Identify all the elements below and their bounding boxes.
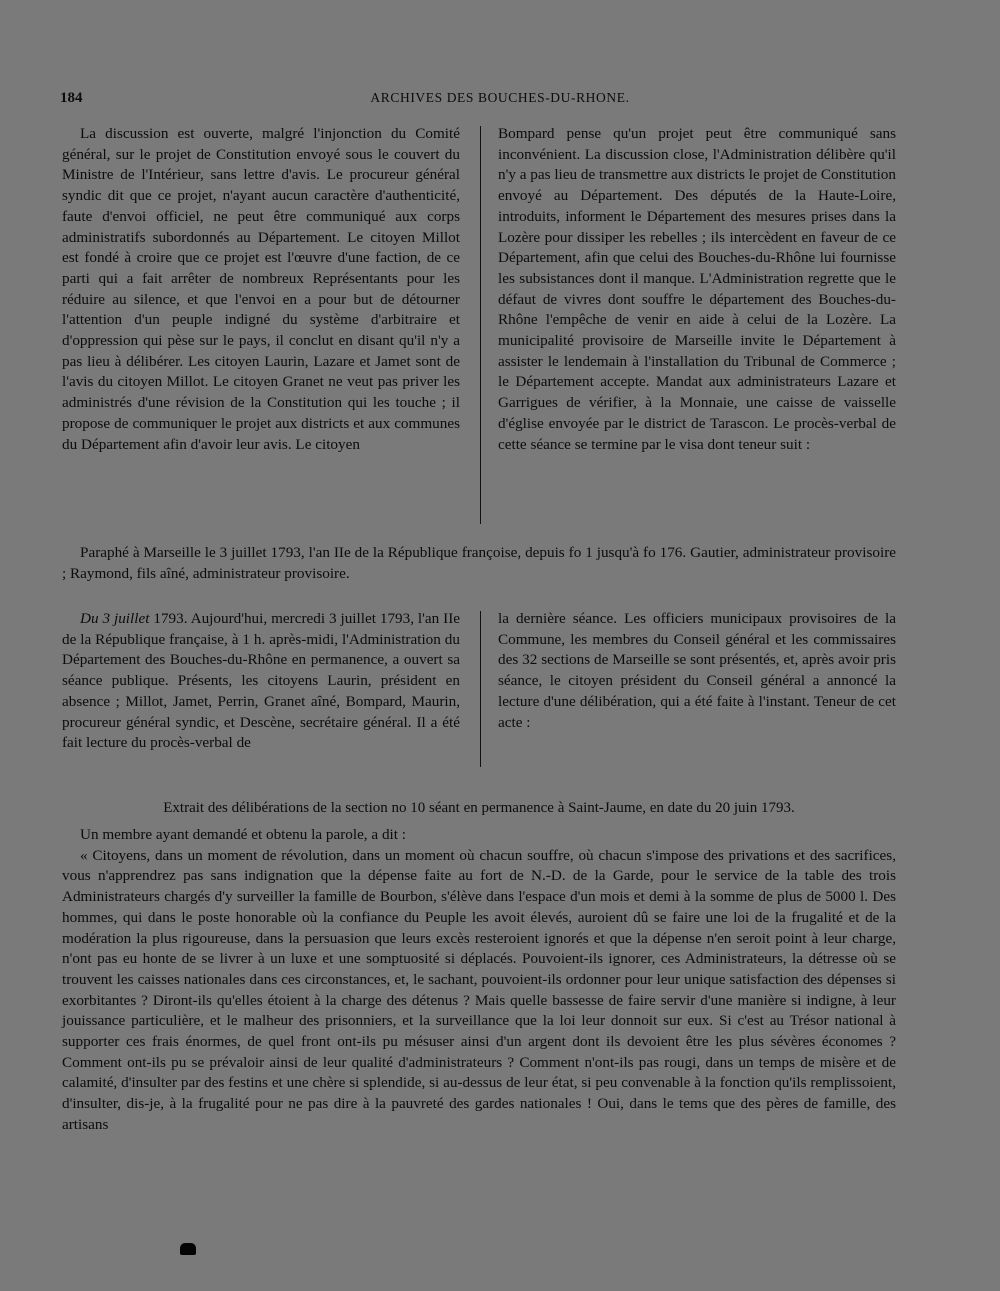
section2-left-column — [62, 609, 460, 754]
section2-right-column — [498, 609, 896, 733]
speech-text: « Citoyens, dans un moment de révolution, dans un moment où chacun souffre, où chacun s'impose des privations et des sacrifices, vous n'apprendrez pas sans indignation que la dépense faite au fort de N.-D. de la Garde, pour le service de la table des trois Administrateurs chargés d'y surveiller la famille de Bourbon, s'élève dans l'espace d'un mois et demi à la somme de plus de 5000 l. Des hommes, qui dans le poste honorable où la confiance du Peuple les avoit élevés, auroient dû se faire une loi de la frugalité et de la modération la plus rigoureuse, dans la persuasion que leurs excès resteroient ignorés et que la dépense n'en seroit point à leur charge, n'ont pas eu honte de se livrer à un luxe et une somptuosité si déplacés. Pouvoient-ils ignorer, ces Administrateurs, la détresse où se trouvent les caisses nationales dans ces circonstances, et, le sachant, pouvoient-ils ordonner pour leur unique satisfaction des dépenses si exorbitantes ? Diront-ils qu'elles étoient à la charge des détenus ? Mais quelle bassesse de faire servir d'une manière si indigne, à leur jouissance particulière, et le malheur des prisonniers, et la surveillance que la loi leur donnoit sur eux. Si c'est au Trésor national à supporter ces frais énormes, de quel front ont-ils pu mésuser ainsi d'un argent dont ils devoient être les plus sévères économes ? Comment ont-ils pu se prévaloir ainsi de leur qualité d'administrateurs ? Comment n'ont-ils pas rougi, dans un temps de misère et de calamité, d'insulter par des festins et une chère si splendide, si au-dessus de leur état, si peu convenable à la fonction qu'ils remplissoient, d'insulter, dis-je, à la frugalité pour ne pas dire à la pauvreté des gardes nationales ! Oui, dans le tems que des pères de famille, des artisans — [62, 846, 896, 1133]
section1-left-text: La discussion est ouverte, malgré l'injonction du Comité général, sur le projet de Constitution envoyé sous le couvert du Ministre de l'Intérieur, sans lettre d'avis. Le procureur général syndic dit que ce projet, n'ayant aucun caractère d'authenticité, faute d'envoi officiel, ne peut être communiqué aux corps administratifs subordonnés au Département. Le citoyen Millot est fondé à croire que ce projet est l'œuvre d'une faction, de ce parti qui a fait arrêter de nombreux Représentants pour les réduire au silence, et que l'envoi en a pour but de détourner l'attention d'un peuple indigné du système d'arbitraire et d'oppression qui pèse sur le pays, il conclut en disant qu'il n'y a pas lieu à délibérer. Les citoyen Laurin, Lazare et Jamet sont de l'avis du citoyen Millot. Le citoyen Granet ne veut pas priver les administrés d'une révision de la Constitution qui les touche ; il propose de communiquer le projet aux districts et aux communes du Département afin d'avoir leur avis. Le citoyen — [62, 125, 460, 453]
section1-right-column — [498, 124, 896, 455]
section1-right-text: Bompard pense qu'un projet peut être communiqué sans inconvénient. La discussion close, l'Administration délibère qu'il n'y a pas lieu de transmettre aux districts le projet de Constitution envoyé au Département. Des députés de la Haute-Loire, introduits, informent le Département des mesures prises dans la Lozère pour dissiper les rebelles ; ils intercèdent en faveur de ce Département, afin que celui des Bouches-du-Rhône lui fournisse les subsistances dont il manque. L'Administration regrette que le défaut de vivres dont souffre le département des Bouches-du-Rhône l'empêche de venir en aide à celui de la Lozère. La municipalité provisoire de Marseille invite le Département à assister le lendemain à l'installation du Tribunal de Commerce ; le Département accepte. Mandat aux administrateurs Lazare et Garrigues de vérifier, à la Monnaie, une caisse de vaisselle d'église envoyée par le district de Tarascon. Le procès-verbal de cette séance se termine par le visa dont teneur suit : — [498, 125, 896, 453]
speech-block — [62, 825, 896, 1136]
page-header — [60, 90, 940, 112]
ink-blot — [180, 1243, 196, 1255]
visa-paragraph: Paraphé à Marseille le 3 juillet 1793, l'an IIe de la République françoise, depuis fo 1 jusqu'à fo 176. Gautier, administrateur provisoire ; Raymond, fils aîné, administrateur provisoire. — [62, 544, 896, 582]
column-divider — [480, 126, 481, 524]
extract-title: Extrait des délibérations de la section no 10 séant en permanence à Saint-Jaume, en date du 20 juin 1793. — [163, 800, 795, 816]
section2-left-paragraph — [62, 609, 460, 754]
member-intro: Un membre ayant demandé et obtenu la parole, a dit : — [80, 826, 406, 843]
section2-right-text: la dernière séance. Les officiers municipaux provisoires de la Commune, les membres du Conseil général et les commissaires des 32 sections de Marseille se sont présentés, et, après avoir pris séance, le citoyen président du Conseil général a annoncé la lecture d'une délibération, qui a été faite à l'instant. Teneur de cet acte : — [498, 610, 896, 731]
page-number: 184 — [60, 90, 83, 106]
date-heading: Du 3 juillet — [80, 610, 150, 627]
running-title: ARCHIVES DES BOUCHES-DU-RHONE. — [370, 90, 630, 105]
column-divider-2 — [480, 611, 481, 767]
section2-left-text: 1793. Aujourd'hui, mercredi 3 juillet 1793, l'an IIe de la République française, à 1 h. après-midi, l'Administration du Département des Bouches-du-Rhône en permanence, a ouvert sa séance publique. Présents, les citoyens Laurin, président en absence ; Millot, Jamet, Perrin, Granet aîné, Bompard, Maurin, procureur général syndic, et Descène, secrétaire général. Il a été fait lecture du procès-verbal de — [62, 610, 461, 752]
section1-left-column — [62, 124, 460, 455]
